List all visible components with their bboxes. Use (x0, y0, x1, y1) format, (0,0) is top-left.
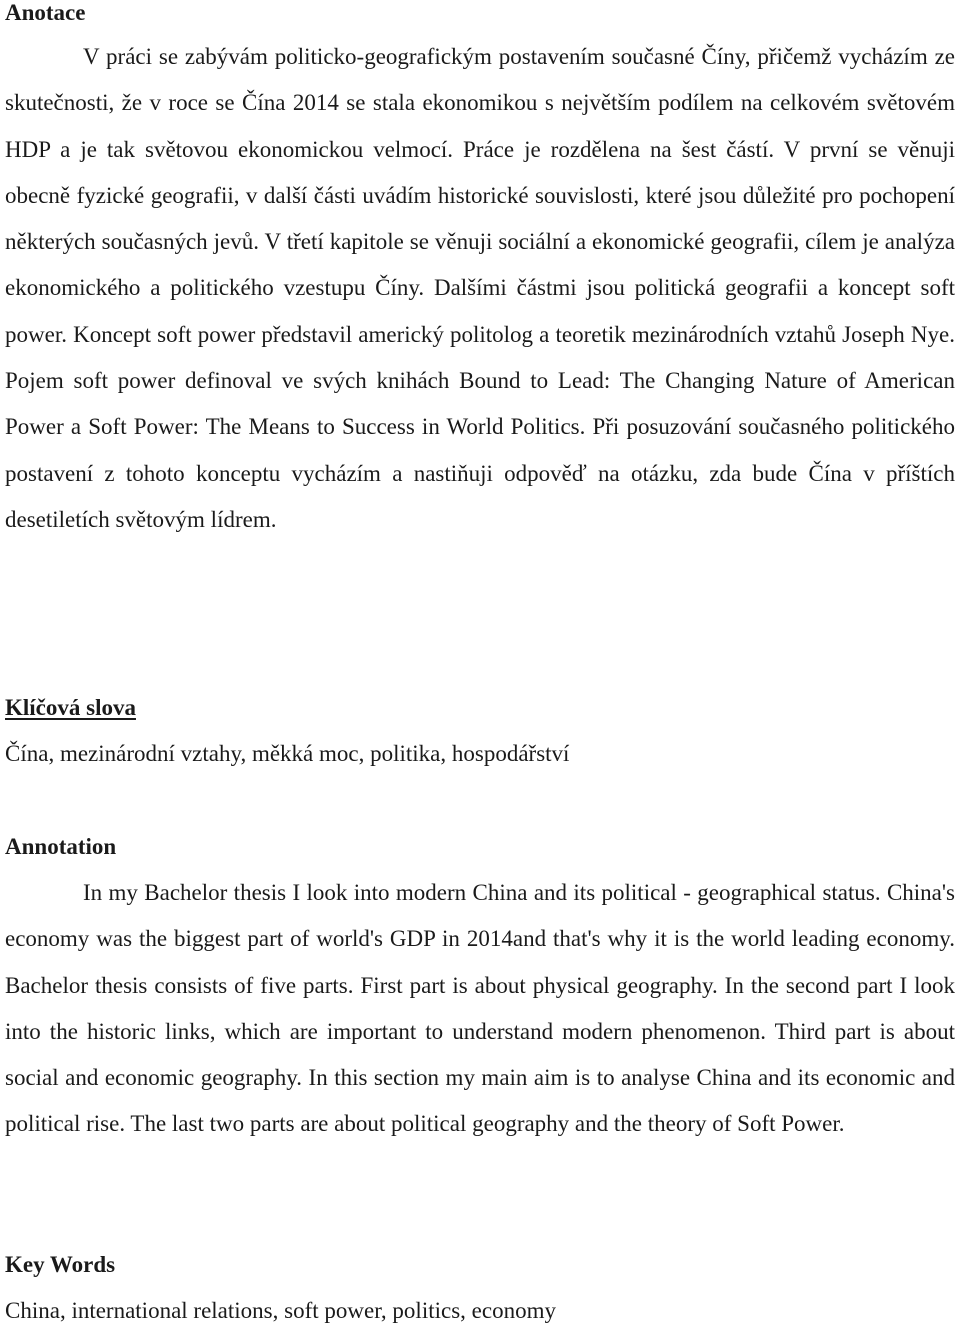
key-words-heading: Key Words (5, 1252, 116, 1277)
annotation-heading: Annotation (5, 834, 117, 859)
key-words-text: China, international relations, soft power, politics, economy (5, 1298, 556, 1323)
klicova-slova-heading: Klíčová slova (5, 695, 136, 720)
klicova-slova-text: Čína, mezinárodní vztahy, měkká moc, politika, hospodářství (5, 741, 570, 766)
anotace-paragraph: V práci se zabývám politicko-geografickým postavením současné Číny, přičemž vycházím ze skutečnosti, že v roce se Čína 2014 se stala ekonomikou s největším podílem na celkovém světovém HDP a je tak světovou ekonomickou velmocí. Práce je rozdělena na šest částí. V první se věnuji obecně fyzické geografii, v další části uvádím historické souvislosti, které jsou důležité pro pochopení některých současných jevů. V třetí kapitole se věnuji sociální a ekonomické geografii, cílem je analýza ekonomického a politického vzestupu Číny. Dalšími částmi jsou politická geografii a koncept soft power. Koncept soft power představil americký politolog a teoretik mezinárodních vztahů Joseph Nye. Pojem soft power definoval ve svých knihách Bound to Lead: The Changing Nature of American Power a Soft Power: The Means to Success in World Politics. Při posuzování současného politického postavení z tohoto konceptu vycházím a nastiňuji odpověď na otázku, zda bude Čína v příštích desetiletích světovým lídrem. (5, 44, 955, 532)
anotace-heading: Anotace (5, 0, 86, 25)
annotation-paragraph: In my Bachelor thesis I look into modern China and its political - geographical status. China's economy was the biggest part of world's GDP in 2014and that's why it is the world leading economy. Bachelor thesis consists of five parts. First part is about physical geography. In the second part I look into the historic links, which are important to understand modern phenomenon. Third part is about social and economic geography. In this section my main aim is to analyse China and its economic and political rise. The last two parts are about political geography and the theory of Soft Power. (5, 880, 955, 1137)
